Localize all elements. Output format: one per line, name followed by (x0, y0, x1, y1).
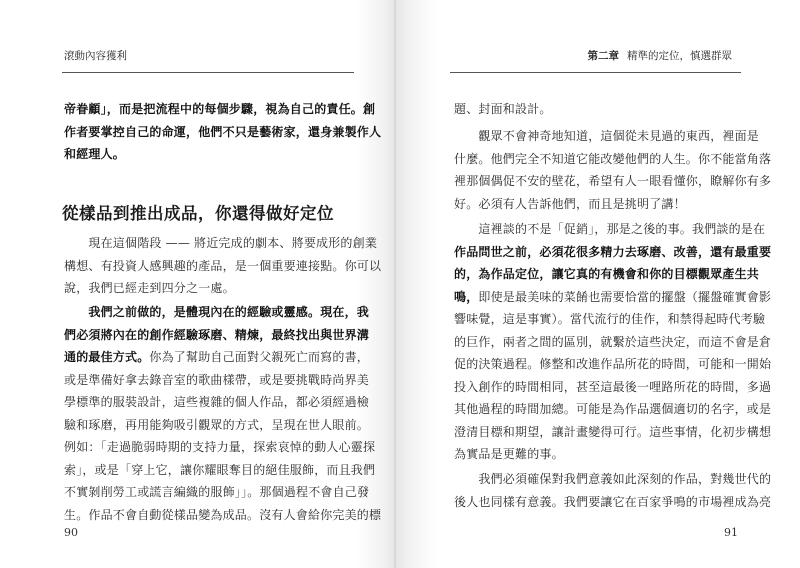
text-span: 響味覺，這是事實）。當代流行的佳作，和禁得起時代考驗 (454, 312, 766, 326)
text-span: 生。作品不會自動從樣品變為成品。沒有人會給你完美的標 (64, 507, 382, 522)
text-line (454, 286, 772, 309)
text-line (454, 398, 772, 421)
text-line: 後人也同樣有意義。我們要讓它在百家爭鳴的市場裡成為亮 (454, 494, 772, 509)
text-line (454, 263, 760, 286)
text-span: 你為了幫助自己面對父親死亡而寫的書， (149, 350, 370, 364)
text-line (454, 421, 772, 444)
text-span: 的巨作，兩者之間的區別，就繫於這些決定，而這不會是倉 (454, 334, 772, 349)
text-line (64, 481, 370, 504)
text-line: 好。必須有人告訴他們，而且是挑明了講！ (454, 196, 686, 211)
page-number-right: 91 (724, 526, 738, 539)
text-line: 和經理人。 (64, 147, 126, 161)
text-span: 這裡談的不是「促銷」，那是之後的事。我們談的是在 (454, 222, 766, 236)
bold-text: 我們之前做的，是體現內在的經驗或靈感。現在，我 (64, 305, 370, 319)
header-rule-left (62, 72, 354, 73)
text-line (64, 414, 370, 437)
text-line (64, 346, 370, 369)
text-line: 什麼。他們完全不知道它能改變他們的人生。你不能當角落 (454, 151, 772, 166)
text-span: 即使是最美味的菜餚也需要恰當的擺盤（擺盤確實會影 (478, 289, 772, 304)
text-line (64, 504, 382, 527)
text-line (64, 301, 370, 324)
left-page (0, 0, 396, 568)
text-line: 觀眾不會神奇地知道，這個從未見過的東西，裡面是 (454, 129, 760, 143)
paragraph (454, 468, 772, 513)
running-head-right (588, 48, 733, 63)
text-line (454, 308, 766, 331)
text-line (454, 241, 772, 264)
paragraph (454, 218, 772, 466)
text-line: 帝眷顧」，而是把流程中的每個步驟，視為自己的責任。創 (64, 102, 376, 116)
chapter-title: 精準的定位，慎選群眾 (627, 50, 732, 62)
text-span: 索」，或是「穿上它，讓你耀眼奪目的絕佳服飾，而且我們 (64, 462, 376, 477)
paragraph (454, 98, 742, 121)
text-span: 投入創作的時間相同，甚至這最後一哩路所花的時間，多過 (454, 379, 772, 394)
bold-text: 們必須將內在的創作經驗琢磨、精煉，最終找出與世界溝 (64, 327, 370, 342)
text-line (454, 376, 772, 399)
chapter-label: 第二章 (587, 50, 619, 62)
text-line (454, 353, 772, 376)
text-span: 促的決策過程。修整和改進作品所花的時間，可能和一開始 (454, 357, 772, 371)
running-head-left: 滾動內容獲利 (64, 50, 127, 62)
text-span: 例如：「走過脆弱時期的支持力量，探索哀悼的動人心靈探 (64, 440, 376, 454)
text-span: 不實剝削勞工或謊言編織的服飾」」。那個過程不會自己發 (64, 485, 370, 499)
paragraph (454, 125, 772, 215)
text-line (454, 218, 766, 241)
text-line: 我們必須確保對我們意義如此深刻的作品，對幾世代的 (454, 472, 772, 486)
text-line (64, 369, 370, 392)
bold-text: 通的最佳方式。 (64, 350, 150, 364)
text-line: 題、封面和設計。 (454, 102, 552, 116)
paragraph (64, 98, 382, 166)
text-span: 學標準的服裝設計，這些複雜的個人作品，都必須經過檢 (64, 395, 370, 409)
header-rule-right (450, 72, 741, 73)
text-line: 作者要掌控自己的命運，他們不只是藝術家，還身兼製作人 (64, 124, 382, 139)
bold-text: 鳴， (454, 289, 479, 304)
text-span: 其他過程的時間加總。可能是為作品選個適切的名字，或是 (454, 402, 772, 416)
bold-text: 作品問世之前，必須花很多精力去琢磨、改善，還有最重要 (454, 244, 772, 259)
text-line (64, 459, 376, 482)
text-line (64, 391, 370, 414)
text-span: 澄清目標和期望，讓計畫變得可行。這些事情，化初步構想 (454, 424, 772, 439)
text-line: 構想、有投資人感興趣的產品，是一個重要連接點。你可以 (64, 258, 382, 273)
bold-text: 的，為作品定位，讓它真的有機會和你的目標觀眾產生共 (454, 267, 760, 281)
text-line: 現在這個階段 —— 將近完成的劇本、將要成形的創業 (64, 236, 378, 250)
text-span: 驗和琢磨，再用能夠吸引觀眾的方式，呈現在世人眼前。 (64, 417, 370, 432)
text-span: 為實品是更難的事。 (454, 447, 564, 461)
text-line (64, 436, 376, 459)
paragraph (64, 301, 382, 526)
text-line (454, 331, 772, 354)
text-span: 或是準備好拿去錄音室的歌曲樣帶，或是要挑戰時尚界美 (64, 372, 370, 387)
paragraph (64, 232, 382, 300)
right-page (396, 0, 800, 568)
text-line (454, 443, 742, 466)
text-line: 說，我們已經走到四分之一處。 (64, 281, 235, 295)
text-line (64, 324, 370, 347)
text-line: 裡那個偶促不安的壁花，希望有人一眼看懂你，瞭解你有多 (454, 174, 772, 188)
section-heading: 從樣品到推出成品，你還得做好定位 (62, 204, 334, 223)
page-number-left: 90 (64, 526, 78, 539)
